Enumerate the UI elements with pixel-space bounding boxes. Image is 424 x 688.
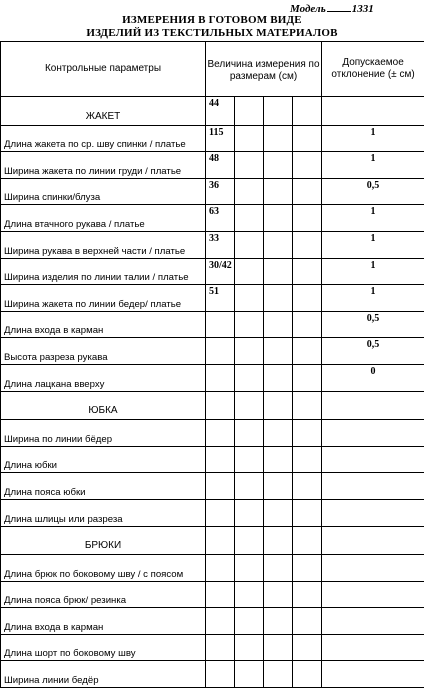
size-cell-empty: [264, 555, 293, 582]
table-row: [1, 499, 424, 526]
size-cell-empty: [293, 499, 322, 526]
tolerance-value: 0,5: [322, 338, 424, 365]
tolerance-value: [322, 555, 424, 582]
param-label: Длина брюк по боковому шву / с поясом: [1, 555, 206, 582]
size-cell-empty: [293, 420, 322, 447]
param-label: Длина шорт по боковому шву: [1, 634, 206, 661]
size-value: [206, 420, 235, 447]
table-row: [1, 178, 424, 205]
size-value: [206, 499, 235, 526]
size-cell-empty: [293, 97, 322, 126]
table-row: [1, 581, 424, 608]
size-cell-empty: [293, 608, 322, 635]
size-cell-empty: [264, 634, 293, 661]
section-row: [1, 391, 424, 420]
tolerance-value: [322, 634, 424, 661]
table-row: [1, 555, 424, 582]
size-cell-empty: [235, 420, 264, 447]
size-cell-empty: [235, 338, 264, 365]
tolerance-value: 1: [322, 205, 424, 232]
table-header-row: [1, 42, 424, 97]
size-cell-empty: [293, 661, 322, 688]
document-title-line1: ИЗМЕРЕНИЯ В ГОТОВОМ ВИДЕ: [0, 14, 424, 26]
size-cell-empty: [264, 285, 293, 312]
size-cell-empty: [235, 661, 264, 688]
table-row: [1, 152, 424, 179]
size-cell-empty: [264, 152, 293, 179]
tolerance-value: [322, 661, 424, 688]
size-value: 51: [206, 285, 235, 312]
tolerance-value: 0,5: [322, 311, 424, 338]
size-value: [206, 391, 235, 420]
size-value: 30/42: [206, 258, 235, 285]
tolerance-value: [322, 526, 424, 555]
size-cell-empty: [293, 364, 322, 391]
size-cell-empty: [264, 258, 293, 285]
size-cell-empty: [235, 634, 264, 661]
size-value: [206, 555, 235, 582]
size-cell-empty: [264, 311, 293, 338]
size-cell-empty: [293, 338, 322, 365]
size-cell-empty: [293, 311, 322, 338]
measurements-table: [0, 41, 424, 688]
table-row: [1, 634, 424, 661]
table-row: [1, 285, 424, 312]
size-cell-empty: [293, 205, 322, 232]
size-value: [206, 473, 235, 500]
size-cell-empty: [235, 555, 264, 582]
param-label: Длина входа в карман: [1, 608, 206, 635]
size-value: [206, 608, 235, 635]
section-row: [1, 526, 424, 555]
model-underline: [327, 2, 351, 12]
tolerance-value: 1: [322, 152, 424, 179]
size-cell-empty: [293, 634, 322, 661]
table-row: [1, 311, 424, 338]
size-value: 44: [206, 97, 235, 126]
size-cell-empty: [264, 420, 293, 447]
size-cell-empty: [264, 526, 293, 555]
size-cell-empty: [235, 364, 264, 391]
table-row: [1, 205, 424, 232]
section-label: ЮБКА: [1, 391, 206, 420]
param-label: Ширина спинки/блуза: [1, 178, 206, 205]
size-cell-empty: [235, 311, 264, 338]
param-label: Длина пояса юбки: [1, 473, 206, 500]
size-cell-empty: [264, 205, 293, 232]
size-cell-empty: [293, 446, 322, 473]
section-label: ЖАКЕТ: [1, 97, 206, 126]
size-cell-empty: [264, 391, 293, 420]
size-cell-empty: [235, 499, 264, 526]
table-row: [1, 364, 424, 391]
tolerance-value: 0: [322, 364, 424, 391]
size-cell-empty: [264, 97, 293, 126]
header-params: Контрольные параметры: [1, 42, 206, 97]
size-cell-empty: [235, 581, 264, 608]
size-cell-empty: [235, 125, 264, 152]
size-cell-empty: [264, 608, 293, 635]
size-cell-empty: [293, 125, 322, 152]
size-cell-empty: [264, 338, 293, 365]
size-cell-empty: [235, 285, 264, 312]
size-cell-empty: [293, 473, 322, 500]
size-cell-empty: [235, 178, 264, 205]
size-value: [206, 634, 235, 661]
size-cell-empty: [264, 499, 293, 526]
param-label: Ширина рукава в верхней части / платье: [1, 231, 206, 258]
table-row: [1, 661, 424, 688]
size-value: [206, 661, 235, 688]
size-cell-empty: [235, 391, 264, 420]
size-cell-empty: [293, 285, 322, 312]
size-cell-empty: [264, 661, 293, 688]
size-value: [206, 526, 235, 555]
param-label: Ширина жакета по линии бедер/ платье: [1, 285, 206, 312]
size-cell-empty: [293, 231, 322, 258]
size-cell-empty: [235, 473, 264, 500]
param-label: Длина жакета по ср. шву спинки / платье: [1, 125, 206, 152]
tolerance-value: [322, 499, 424, 526]
size-cell-empty: [264, 473, 293, 500]
param-label: Длина входа в карман: [1, 311, 206, 338]
size-cell-empty: [235, 258, 264, 285]
param-label: Длина втачного рукава / платье: [1, 205, 206, 232]
table-row: [1, 446, 424, 473]
param-label: Ширина жакета по линии груди / платье: [1, 152, 206, 179]
param-label: Ширина линии бедёр: [1, 661, 206, 688]
table-row: [1, 420, 424, 447]
tolerance-value: 1: [322, 125, 424, 152]
size-cell-empty: [293, 152, 322, 179]
header-sizes: Величина измерения по размерам (см): [206, 42, 322, 97]
size-cell-empty: [264, 446, 293, 473]
size-cell-empty: [235, 231, 264, 258]
section-label: БРЮКИ: [1, 526, 206, 555]
size-cell-empty: [293, 178, 322, 205]
param-label: Длина лацкана вверху: [1, 364, 206, 391]
document-title-line2: ИЗДЕЛИЙ ИЗ ТЕКСТИЛЬНЫХ МАТЕРИАЛОВ: [0, 27, 424, 39]
tolerance-value: [322, 473, 424, 500]
tolerance-value: [322, 446, 424, 473]
tolerance-value: 1: [322, 285, 424, 312]
size-value: 36: [206, 178, 235, 205]
tolerance-value: [322, 391, 424, 420]
size-cell-empty: [264, 178, 293, 205]
header-tolerance: Допускаемое отклонение (± см): [322, 42, 424, 97]
size-cell-empty: [235, 152, 264, 179]
tolerance-value: 1: [322, 231, 424, 258]
tolerance-value: [322, 97, 424, 126]
size-value: [206, 338, 235, 365]
size-value: 63: [206, 205, 235, 232]
size-cell-empty: [264, 125, 293, 152]
param-label: Длина шлицы или разреза: [1, 499, 206, 526]
size-cell-empty: [264, 364, 293, 391]
size-cell-empty: [235, 526, 264, 555]
size-cell-empty: [235, 205, 264, 232]
size-cell-empty: [264, 231, 293, 258]
size-cell-empty: [293, 258, 322, 285]
size-value: 48: [206, 152, 235, 179]
param-label: Ширина по линии бёдер: [1, 420, 206, 447]
size-value: [206, 364, 235, 391]
tolerance-value: 0,5: [322, 178, 424, 205]
size-value: 33: [206, 231, 235, 258]
tolerance-value: [322, 581, 424, 608]
size-value: [206, 446, 235, 473]
size-cell-empty: [293, 526, 322, 555]
section-row: [1, 97, 424, 126]
param-label: Высота разреза рукава: [1, 338, 206, 365]
size-cell-empty: [235, 608, 264, 635]
size-cell-empty: [264, 581, 293, 608]
size-value: [206, 311, 235, 338]
model-caption: Модель: [290, 3, 326, 15]
tolerance-value: [322, 420, 424, 447]
table-row: [1, 258, 424, 285]
tolerance-value: [322, 608, 424, 635]
size-cell-empty: [235, 97, 264, 126]
size-cell-empty: [293, 391, 322, 420]
param-label: Длина пояса брюк/ резинка: [1, 581, 206, 608]
size-value: 115: [206, 125, 235, 152]
table-row: [1, 231, 424, 258]
table-row: [1, 338, 424, 365]
table-row: [1, 608, 424, 635]
param-label: Ширина изделия по линии талии / платье: [1, 258, 206, 285]
measurements-table-body: [1, 42, 424, 688]
table-row: [1, 473, 424, 500]
tolerance-value: 1: [322, 258, 424, 285]
size-cell-empty: [235, 446, 264, 473]
size-cell-empty: [293, 581, 322, 608]
model-number: 1331: [352, 3, 374, 15]
table-row: [1, 125, 424, 152]
size-value: [206, 581, 235, 608]
size-cell-empty: [293, 555, 322, 582]
param-label: Длина юбки: [1, 446, 206, 473]
